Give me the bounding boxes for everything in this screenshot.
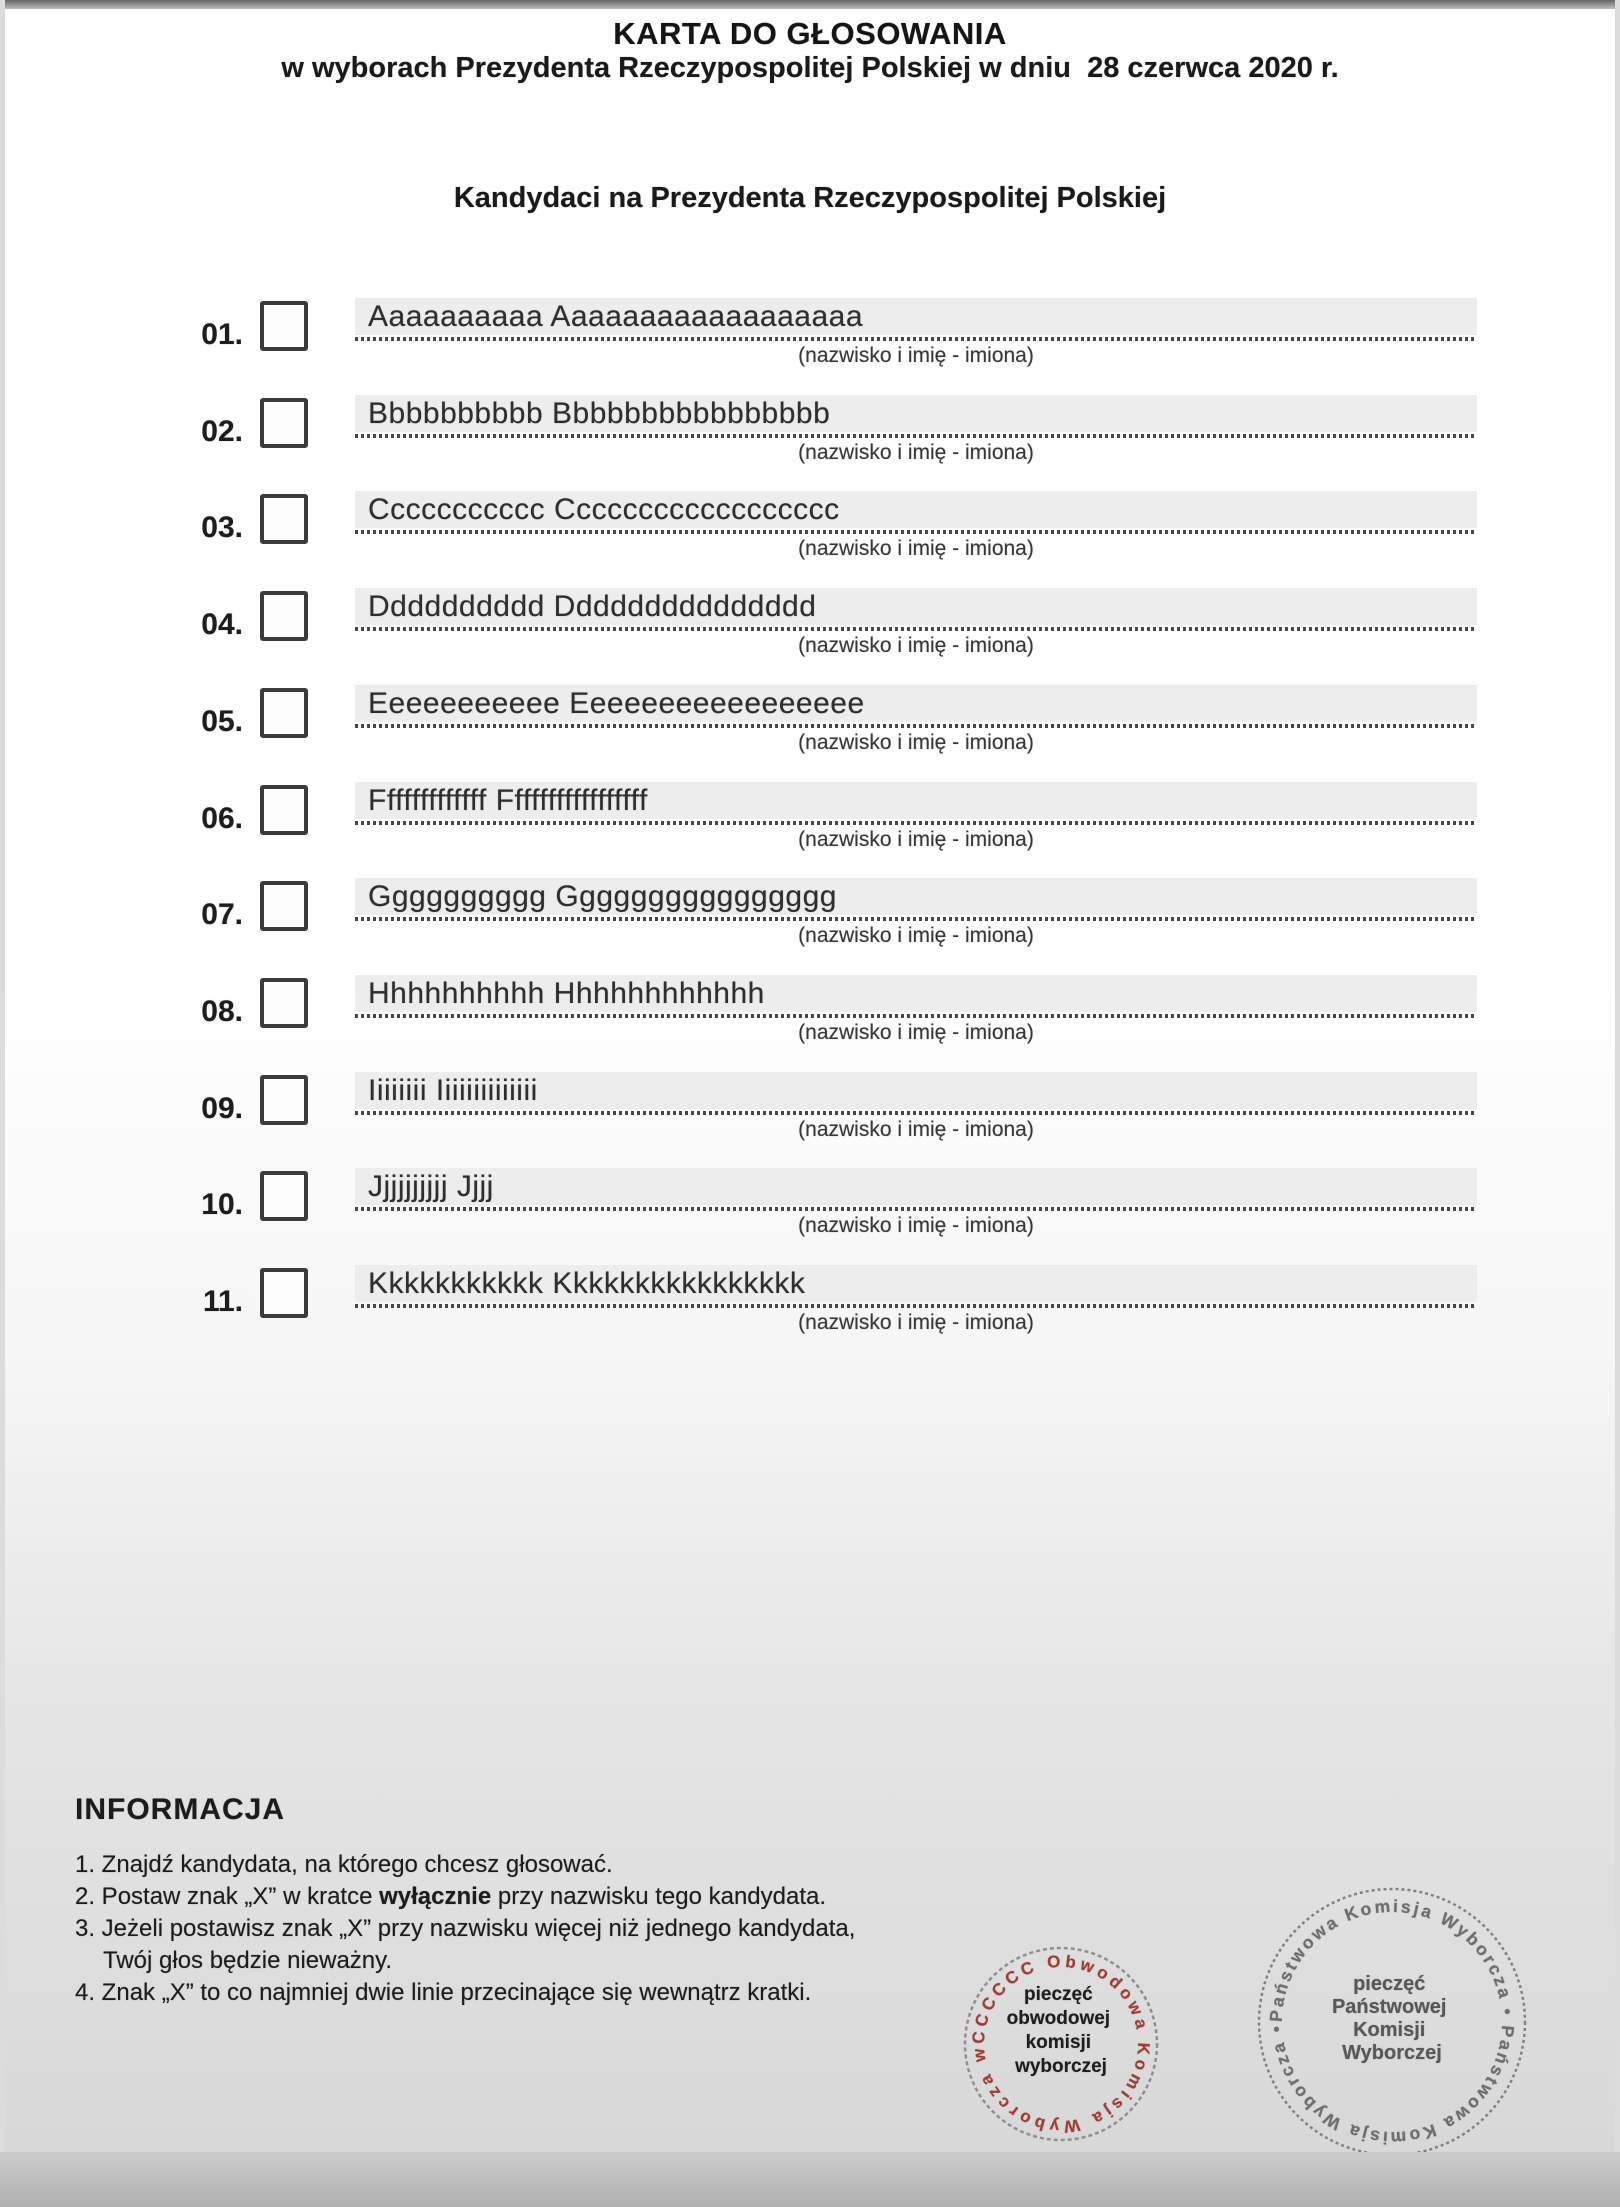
dotted-line (355, 337, 1477, 341)
ballot-title: KARTA DO GŁOSOWANIA (613, 16, 1007, 51)
candidate-name: Hhhhhhhhhh Hhhhhhhhhhhh (368, 977, 765, 1010)
instruction-3-line2: Twój głos będzie nieważny. (103, 1947, 393, 1974)
candidate-name-strip (355, 491, 1477, 528)
instruction-2 (75, 1881, 1225, 1913)
candidate-name: Fffffffffffff Fffffffffffffffff (368, 784, 648, 817)
name-field-label: (nazwisko i imię - imiona) (798, 924, 1034, 947)
dotted-line (355, 1207, 1477, 1211)
candidate-number: 08. (201, 995, 243, 1028)
vote-checkbox[interactable] (260, 688, 308, 738)
candidate-number: 06. (201, 802, 243, 835)
vote-checkbox[interactable] (260, 785, 308, 835)
instruction-2-bold: wyłącznie (379, 1883, 492, 1910)
vote-checkbox[interactable] (260, 881, 308, 931)
national-stamp-center-text: pieczęć Państwowej Komisji Wyborczej (1331, 1973, 1447, 2064)
candidate-name-strip (355, 395, 1477, 432)
candidate-row-04 (0, 566, 1620, 666)
candidate-name: Jjjjjjjjjj Jjjj (368, 1170, 494, 1203)
candidate-name-strip (355, 782, 1477, 819)
instruction-3-line1: 3. Jeżeli postawisz znak „X” przy nazwisku więcej niż jednego kandydata, (75, 1915, 856, 1942)
vote-checkbox[interactable] (260, 494, 308, 544)
information-heading: INFORMACJA (75, 1793, 285, 1826)
left-edge (0, 0, 5, 2207)
national-commission-stamp (1259, 1889, 1525, 2152)
candidate-name-strip (355, 685, 1477, 722)
dotted-line (355, 821, 1477, 825)
name-field-label: (nazwisko i imię - imiona) (798, 441, 1034, 464)
instruction-2-suffix: przy nazwisku tego kandydata. (491, 1883, 827, 1910)
candidate-name-strip (355, 1265, 1477, 1302)
name-field-label: (nazwisko i imię - imiona) (798, 828, 1034, 851)
vote-checkbox[interactable] (260, 1268, 308, 1318)
candidate-number: 04. (201, 608, 243, 641)
candidate-row-07 (0, 856, 1620, 956)
dotted-line (355, 1111, 1477, 1115)
candidate-name-strip (355, 878, 1477, 915)
name-field-label: (nazwisko i imię - imiona) (798, 344, 1034, 367)
candidate-row-03 (0, 469, 1620, 569)
candidate-number: 02. (201, 415, 243, 448)
candidate-name: Gggggggggg Gggggggggggggggg (368, 880, 837, 913)
dotted-line (355, 530, 1477, 534)
candidate-name: Iiiiiiii Iiiiiiiiiiiiii (368, 1074, 538, 1107)
vote-checkbox[interactable] (260, 398, 308, 448)
dotted-line (355, 724, 1477, 728)
candidate-name-strip (355, 975, 1477, 1012)
candidate-row-11 (0, 1243, 1620, 1343)
instruction-2-prefix: 2. Postaw znak „X” w kratce (75, 1883, 380, 1910)
candidate-name: Ccccccccccc Cccccccccccccccccc (368, 493, 840, 526)
candidate-name: Aaaaaaaaaa Aaaaaaaaaaaaaaaaaa (368, 300, 863, 333)
instruction-1: 1. Znajdź kandydata, na którego chcesz głosować. (75, 1851, 613, 1878)
candidate-number: 11. (202, 1285, 243, 1318)
vote-checkbox[interactable] (260, 1075, 308, 1125)
name-field-label: (nazwisko i imię - imiona) (798, 1021, 1034, 1044)
candidate-row-05 (0, 663, 1620, 763)
dotted-line (355, 627, 1477, 631)
national-stamp-ring-text: Państwowa Komisja Wyborcza • Państwowa Komisja Wyborcza • (1265, 1895, 1519, 2149)
instruction-4: 4. Znak „X” to co najmniej dwie linie przecinające się wewnątrz kratki. (75, 1979, 812, 2006)
name-field-label: (nazwisko i imię - imiona) (798, 634, 1034, 657)
candidate-number: 09. (201, 1092, 243, 1125)
candidate-number: 10. (201, 1188, 243, 1221)
right-edge (1615, 0, 1620, 2207)
name-field-label: (nazwisko i imię - imiona) (798, 731, 1034, 754)
top-edge (0, 0, 1620, 9)
candidate-row-09 (0, 1050, 1620, 1150)
candidate-number: 07. (201, 898, 243, 931)
candidate-name: Eeeeeeeeeee Eeeeeeeeeeeeeeeee (368, 687, 865, 720)
name-field-label: (nazwisko i imię - imiona) (798, 1311, 1034, 1334)
candidate-name: Bbbbbbbbbb Bbbbbbbbbbbbbbbb (368, 397, 831, 430)
local-stamp-center-text: pieczęć obwodowej komisji wyborczej (1006, 1984, 1111, 2077)
candidate-name-strip (355, 298, 1477, 335)
information-section (75, 1793, 1225, 2009)
candidate-name: Dddddddddd Ddddddddddddddd (368, 590, 817, 623)
candidate-name: Kkkkkkkkkkk Kkkkkkkkkkkkkkkk (368, 1267, 806, 1300)
bottom-edge-band (0, 2152, 1620, 2207)
candidate-number: 03. (201, 511, 243, 544)
candidate-row-10 (0, 1146, 1620, 1246)
vote-checkbox[interactable] (260, 301, 308, 351)
candidate-row-08 (0, 953, 1620, 1053)
candidate-name-strip (355, 1072, 1477, 1109)
candidates-section-heading: Kandydaci na Prezydenta Rzeczypospolitej Polskiej (453, 182, 1167, 214)
candidate-name-strip (355, 1168, 1477, 1205)
vote-checkbox[interactable] (260, 591, 308, 641)
dotted-line (355, 1014, 1477, 1018)
dotted-line (355, 1304, 1477, 1308)
candidate-number: 05. (201, 705, 243, 738)
dotted-line (355, 434, 1477, 438)
candidate-name-strip (355, 588, 1477, 625)
candidate-row-02 (0, 373, 1620, 473)
candidate-row-01 (0, 276, 1620, 376)
vote-checkbox[interactable] (260, 1171, 308, 1221)
candidate-number: 01. (201, 318, 243, 351)
ballot-subtitle: w wyborach Prezydenta Rzeczypospolitej Polskiej w dniu 28 czerwca 2020 r. (281, 52, 1339, 84)
vote-checkbox[interactable] (260, 978, 308, 1028)
local-stamp-ring-text: CCCCCC Obwodowa Komisja Wyborcza w (968, 1951, 1154, 2137)
dotted-line (355, 917, 1477, 921)
candidate-row-06 (0, 760, 1620, 860)
name-field-label: (nazwisko i imię - imiona) (798, 1214, 1034, 1237)
name-field-label: (nazwisko i imię - imiona) (798, 1118, 1034, 1141)
name-field-label: (nazwisko i imię - imiona) (798, 537, 1034, 560)
